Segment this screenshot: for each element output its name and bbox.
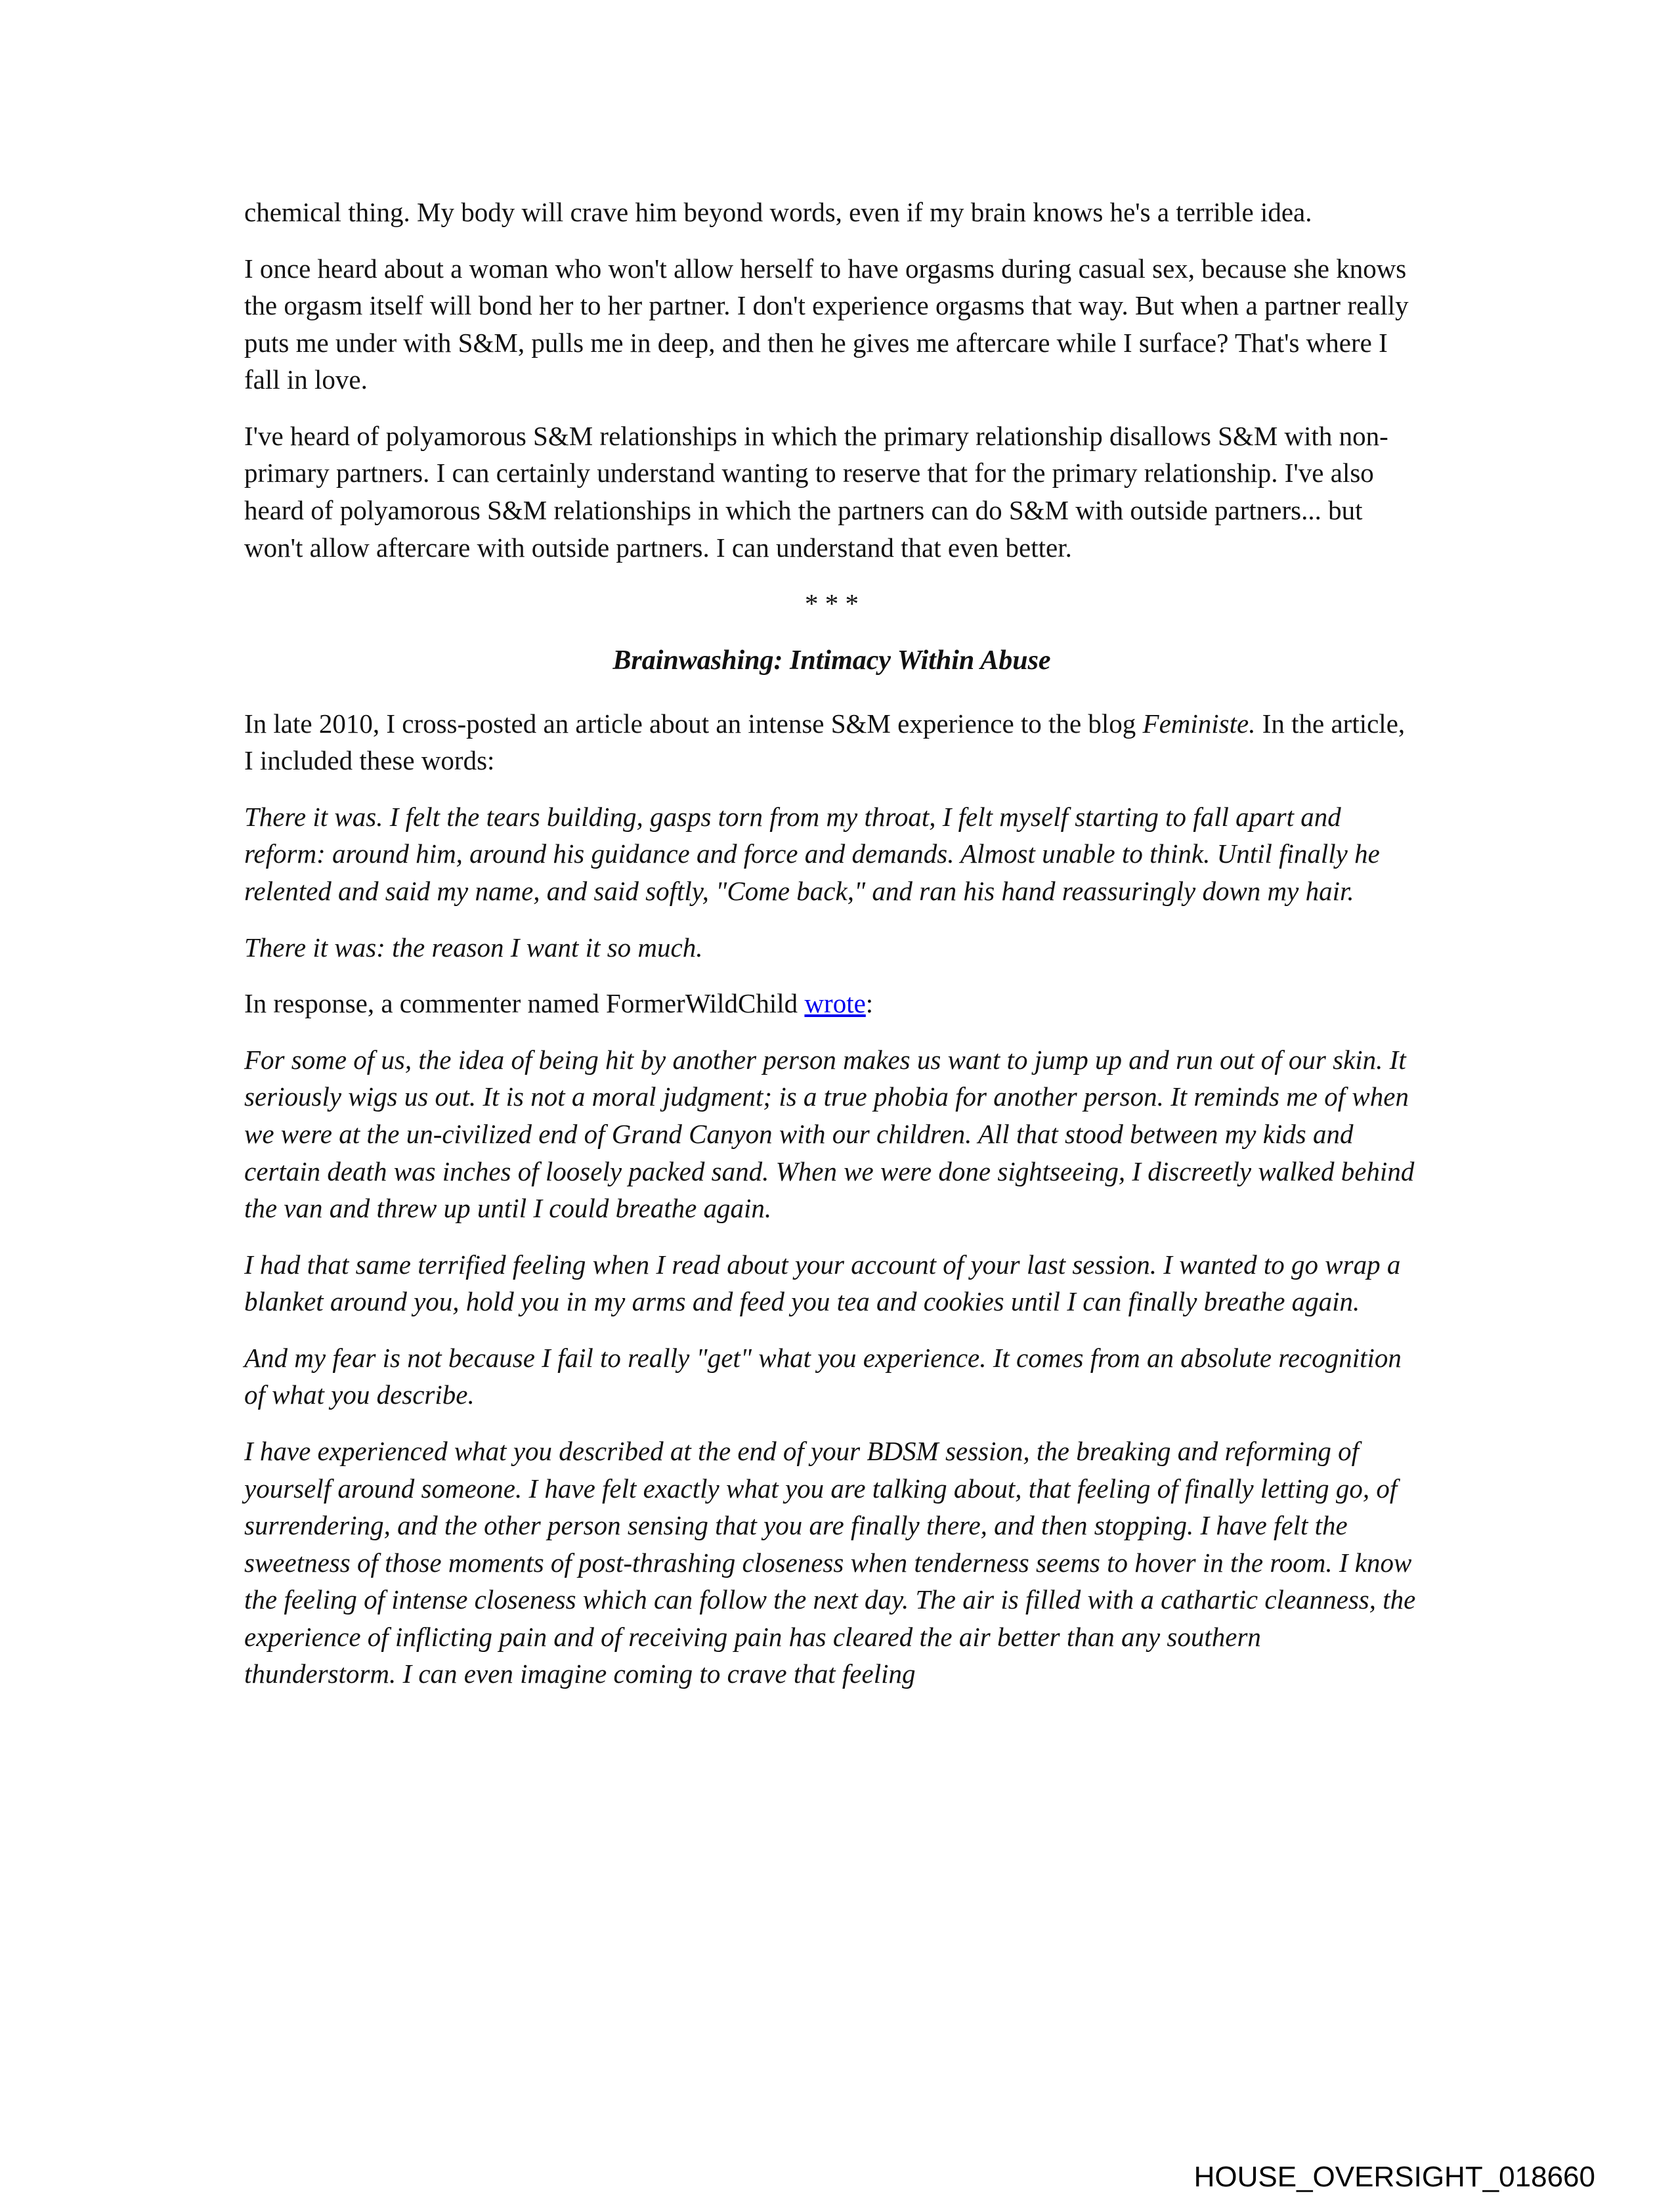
quote-phobia: For some of us, the idea of being hit by another person makes us want to jump up and run out of our skin. It seriously wigs us out. It is not a moral judgment; is a true phobia for another person. It reminds me of when we were at the un-civilized end of Grand Canyon with our children. All that stood between my kids and certain death was inches of loosely packed sand. When we were done sightseeing, I discreetly walked behind the van and threw up until I could breathe again. — [244, 1044, 1415, 1224]
quote-fear: And my fear is not because I fail to really "get" what you experience. It comes from an absolute recognition of what you describe. — [244, 1342, 1402, 1410]
quote-tears-building: There it was. I felt the tears building, gasps torn from my throat, I felt myself starting to fall apart and reform: around him, around his guidance and force and demands. Almost unable to think. Until finally he relented and said my name, and said softly, "Come back," and ran his hand reassuringly down my hair. — [244, 801, 1380, 907]
paragraph-crosspost-text-end: In the article, I included these words: — [244, 708, 1406, 776]
paragraph-crosspost-text: In late 2010, I cross-posted an article about an intense S&M experience to the blog — [244, 708, 1143, 739]
section-separator: * * * — [805, 588, 859, 619]
wrote-link[interactable]: wrote — [804, 988, 866, 1019]
bates-stamp: HOUSE_OVERSIGHT_018660 — [1193, 2161, 1595, 2193]
quote-reason: There it was: the reason I want it so much. — [244, 932, 703, 963]
blog-name: Feministe. — [1142, 708, 1256, 739]
quote-terrified-feeling: I had that same terrified feeling when I read about your account of your last session. I wanted to go wrap a blanket around you, hold you in my arms and feed you tea and cookies until I can finally breathe again. — [244, 1249, 1401, 1317]
paragraph-continuation: chemical thing. My body will crave him beyond words, even if my brain knows he's a terrible idea. — [244, 197, 1312, 227]
section-heading: Brainwashing: Intimacy Within Abuse — [612, 645, 1051, 676]
paragraph-commenter-text: In response, a commenter named FormerWildChild — [244, 988, 805, 1019]
paragraph-polyamorous: I've heard of polyamorous S&M relationships in which the primary relationship disallows S&M with non-primary partners. I can certainly understand wanting to reserve that for the primary relationship. I've also heard of polyamorous S&M relationships in which the partners can do S&M with outside partners... but won't allow aftercare with outside partners. I can understand that even better. — [244, 420, 1388, 563]
page-content — [244, 194, 1419, 1712]
quote-experienced: I have experienced what you described at the end of your BDSM session, the breaking and reforming of yourself around someone. I have felt exactly what you are talking about, that feeling of finally letting go, of surrendering, and the other person sensing that you are finally there, and then stopping. I have felt the sweetness of those moments of post-thrashing closeness when tenderness seems to hover in the room. I know the feeling of intense closeness which can follow the next day. The air is filled with a cathartic cleanness, the experience of inflicting pain and of receiving pain has cleared the air better than any southern thunderstorm. I can even imagine coming to crave that feeling — [244, 1435, 1416, 1689]
paragraph-crosspost — [244, 705, 1419, 779]
paragraph-orgasms: I once heard about a woman who won't allow herself to have orgasms during casual sex, because she knows the orgasm itself will bond her to her partner. I don't experience orgasms that way. But when a partner really puts me under with S&M, pulls me in deep, and then he gives me aftercare while I surface? That's where I fall in love. — [244, 253, 1409, 395]
paragraph-commenter — [244, 985, 1419, 1022]
paragraph-commenter-colon: : — [865, 988, 874, 1019]
